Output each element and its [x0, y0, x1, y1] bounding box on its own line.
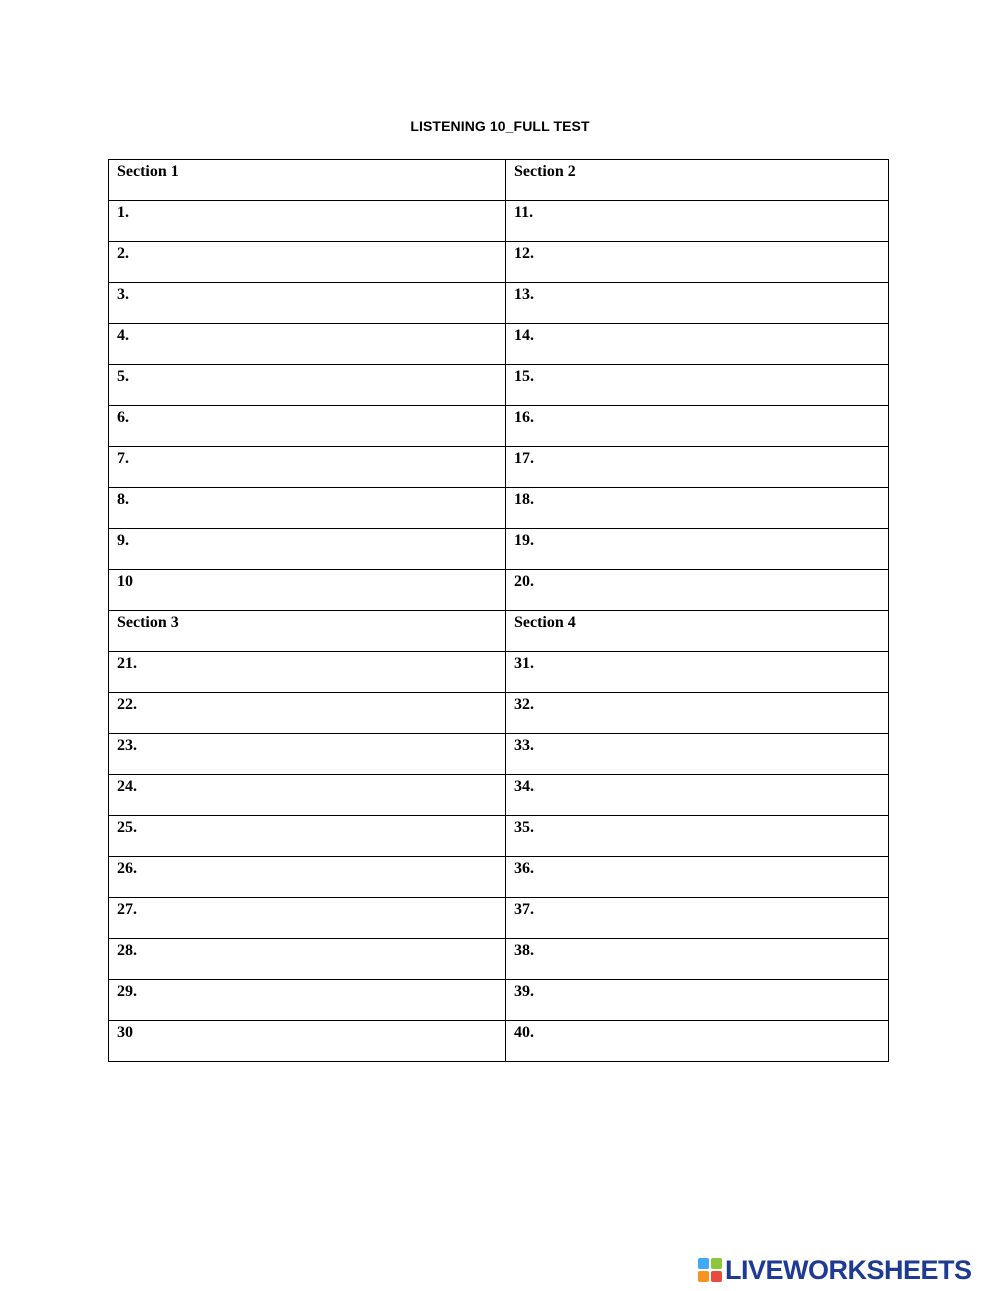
question-number: 6. — [117, 409, 129, 426]
question-number: 32. — [514, 696, 534, 713]
answer-cell[interactable] — [109, 570, 506, 611]
table-row — [109, 652, 889, 693]
answer-sheet-body — [109, 160, 889, 1062]
table-row — [109, 324, 889, 365]
document-title: LISTENING 10_FULL TEST — [410, 118, 590, 134]
question-number: 19. — [514, 532, 534, 549]
section-header-cell — [109, 160, 506, 201]
answer-cell[interactable] — [506, 775, 889, 816]
question-number: 7. — [117, 450, 129, 467]
answer-cell[interactable] — [506, 406, 889, 447]
answer-cell[interactable] — [109, 529, 506, 570]
answer-cell[interactable] — [506, 734, 889, 775]
table-row — [109, 406, 889, 447]
question-number: 12. — [514, 245, 534, 262]
answer-cell[interactable] — [506, 283, 889, 324]
table-row — [109, 898, 889, 939]
answer-cell[interactable] — [109, 365, 506, 406]
answer-cell[interactable] — [109, 283, 506, 324]
answer-cell[interactable] — [506, 201, 889, 242]
table-row — [109, 529, 889, 570]
answer-cell[interactable] — [109, 1021, 506, 1062]
question-number: 1. — [117, 204, 129, 221]
liveworksheets-logo-icon — [698, 1258, 722, 1282]
answer-cell[interactable] — [109, 980, 506, 1021]
table-row — [109, 242, 889, 283]
question-number: 27. — [117, 901, 137, 918]
answer-cell[interactable] — [109, 693, 506, 734]
answer-cell[interactable] — [109, 939, 506, 980]
question-number: 24. — [117, 778, 137, 795]
question-number: 17. — [514, 450, 534, 467]
table-row — [109, 488, 889, 529]
logo-tile — [698, 1271, 709, 1282]
question-number: 23. — [117, 737, 137, 754]
table-row — [109, 611, 889, 652]
logo-tile — [698, 1258, 709, 1269]
answer-cell[interactable] — [506, 570, 889, 611]
table-row — [109, 939, 889, 980]
answer-cell[interactable] — [506, 365, 889, 406]
answer-cell[interactable] — [506, 652, 889, 693]
question-number: 18. — [514, 491, 534, 508]
answer-cell[interactable] — [109, 816, 506, 857]
answer-cell[interactable] — [506, 857, 889, 898]
question-number: 21. — [117, 655, 137, 672]
logo-tile — [711, 1271, 722, 1282]
question-number: 35. — [514, 819, 534, 836]
table-row — [109, 816, 889, 857]
question-number: 37. — [514, 901, 534, 918]
table-row — [109, 734, 889, 775]
answer-cell[interactable] — [109, 324, 506, 365]
question-number: 31. — [514, 655, 534, 672]
answer-cell[interactable] — [506, 693, 889, 734]
question-number: 5. — [117, 368, 129, 385]
question-number: 22. — [117, 696, 137, 713]
question-number: 34. — [514, 778, 534, 795]
answer-cell[interactable] — [506, 488, 889, 529]
answer-cell[interactable] — [506, 816, 889, 857]
question-number: 13. — [514, 286, 534, 303]
answer-cell[interactable] — [109, 201, 506, 242]
question-number: 8. — [117, 491, 129, 508]
answer-cell[interactable] — [506, 242, 889, 283]
question-number: 4. — [117, 327, 129, 344]
question-number: 11. — [514, 204, 534, 221]
table-row — [109, 857, 889, 898]
answer-cell[interactable] — [506, 1021, 889, 1062]
table-row — [109, 283, 889, 324]
answer-cell[interactable] — [109, 775, 506, 816]
question-number: 29. — [117, 983, 137, 1000]
question-number: 25. — [117, 819, 137, 836]
logo-tile — [711, 1258, 722, 1269]
table-row — [109, 201, 889, 242]
section-header-cell — [506, 611, 889, 652]
table-row — [109, 980, 889, 1021]
question-number: 10 — [117, 573, 133, 590]
table-row — [109, 693, 889, 734]
answer-cell[interactable] — [109, 734, 506, 775]
answer-cell[interactable] — [506, 898, 889, 939]
question-number: 39. — [514, 983, 534, 1000]
question-number: 2. — [117, 245, 129, 262]
question-number: 9. — [117, 532, 129, 549]
question-number: 26. — [117, 860, 137, 877]
section-header-cell — [506, 160, 889, 201]
table-row — [109, 570, 889, 611]
answer-cell[interactable] — [109, 242, 506, 283]
table-row — [109, 160, 889, 201]
question-number: 14. — [514, 327, 534, 344]
question-number: 28. — [117, 942, 137, 959]
question-number: 20. — [514, 573, 534, 590]
brand-name: LIVEWORKSHEETS — [725, 1254, 972, 1285]
liveworksheets-brand — [698, 1256, 972, 1284]
question-number: 38. — [514, 942, 534, 959]
answer-cell[interactable] — [506, 529, 889, 570]
question-number: 3. — [117, 286, 129, 303]
answer-cell[interactable] — [109, 447, 506, 488]
answer-cell[interactable] — [506, 939, 889, 980]
question-number: 16. — [514, 409, 534, 426]
answer-cell[interactable] — [506, 447, 889, 488]
section-label: Section 1 — [117, 163, 179, 180]
table-row — [109, 1021, 889, 1062]
question-number: 36. — [514, 860, 534, 877]
question-number: 40. — [514, 1024, 534, 1041]
answer-cell[interactable] — [109, 898, 506, 939]
table-row — [109, 365, 889, 406]
question-number: 33. — [514, 737, 534, 754]
table-row — [109, 447, 889, 488]
answer-cell[interactable] — [506, 324, 889, 365]
table-row — [109, 775, 889, 816]
answer-cell[interactable] — [506, 980, 889, 1021]
answer-cell[interactable] — [109, 857, 506, 898]
answer-cell[interactable] — [109, 488, 506, 529]
section-label: Section 4 — [514, 614, 576, 631]
answer-sheet-table — [108, 159, 889, 1062]
section-label: Section 3 — [117, 614, 179, 631]
answer-cell[interactable] — [109, 406, 506, 447]
question-number: 30 — [117, 1024, 133, 1041]
section-label: Section 2 — [514, 163, 576, 180]
answer-cell[interactable] — [109, 652, 506, 693]
section-header-cell — [109, 611, 506, 652]
question-number: 15. — [514, 368, 534, 385]
